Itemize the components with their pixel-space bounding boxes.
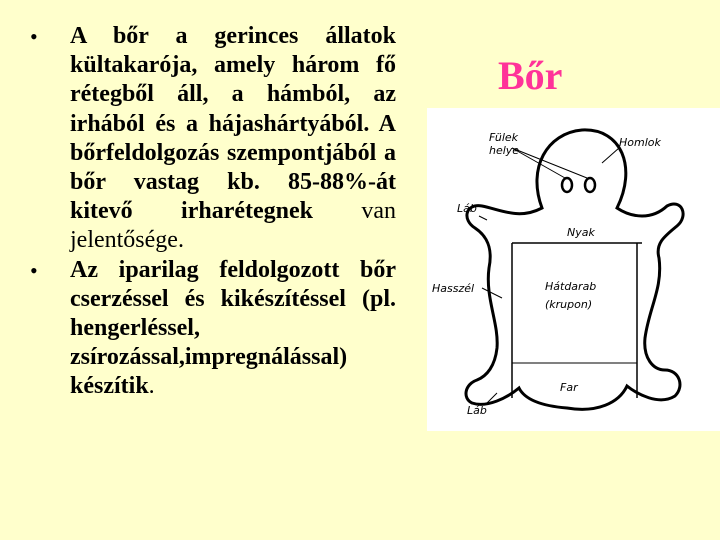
ear-hole-left bbox=[562, 178, 572, 192]
label-ears: Fülek bbox=[489, 131, 519, 144]
label-back-2: (krupon) bbox=[545, 298, 593, 311]
bullet-list bbox=[30, 22, 396, 402]
label-back: Hátdarab bbox=[545, 280, 597, 293]
slide-title: Bőr bbox=[498, 53, 563, 98]
hide-diagram bbox=[427, 108, 720, 431]
label-flank: Hasszél bbox=[432, 282, 475, 295]
label-neck: Nyak bbox=[567, 226, 595, 239]
bullet-item-2 bbox=[30, 256, 396, 402]
bullet-item-1 bbox=[30, 22, 396, 256]
bullet-1-bold: A bőr a gerinces állatok kültakarója, amely három fő rétegből áll, a hámból, az irhából és a hájashártyából. A bőrfeldolgozás szempontjából a bőr vastag kb. 85-88%-át kitevő irharétegnek bbox=[70, 23, 396, 225]
bullet-1-normal: van jelentősége. bbox=[70, 198, 396, 254]
ear-hole-right bbox=[585, 178, 595, 192]
label-ears-2: helye bbox=[489, 144, 520, 157]
bullet-2-normal: . bbox=[148, 373, 155, 400]
bullet-2-bold: Az iparilag feldolgozott bőr cserzéssel és kikészítéssel (pl. hengerléssel, zsírozással,impregnálással) készítik bbox=[70, 256, 396, 400]
hide-outline bbox=[466, 130, 683, 409]
label-leg-bottom: Láb bbox=[467, 404, 487, 417]
hide-diagram-svg bbox=[427, 108, 720, 431]
bullet-icon: • bbox=[30, 24, 38, 49]
bullet-icon: • bbox=[30, 257, 38, 283]
label-leg-top: Láb bbox=[457, 202, 477, 215]
label-tail: Far bbox=[560, 381, 578, 394]
label-forehead: Homlok bbox=[619, 136, 661, 149]
